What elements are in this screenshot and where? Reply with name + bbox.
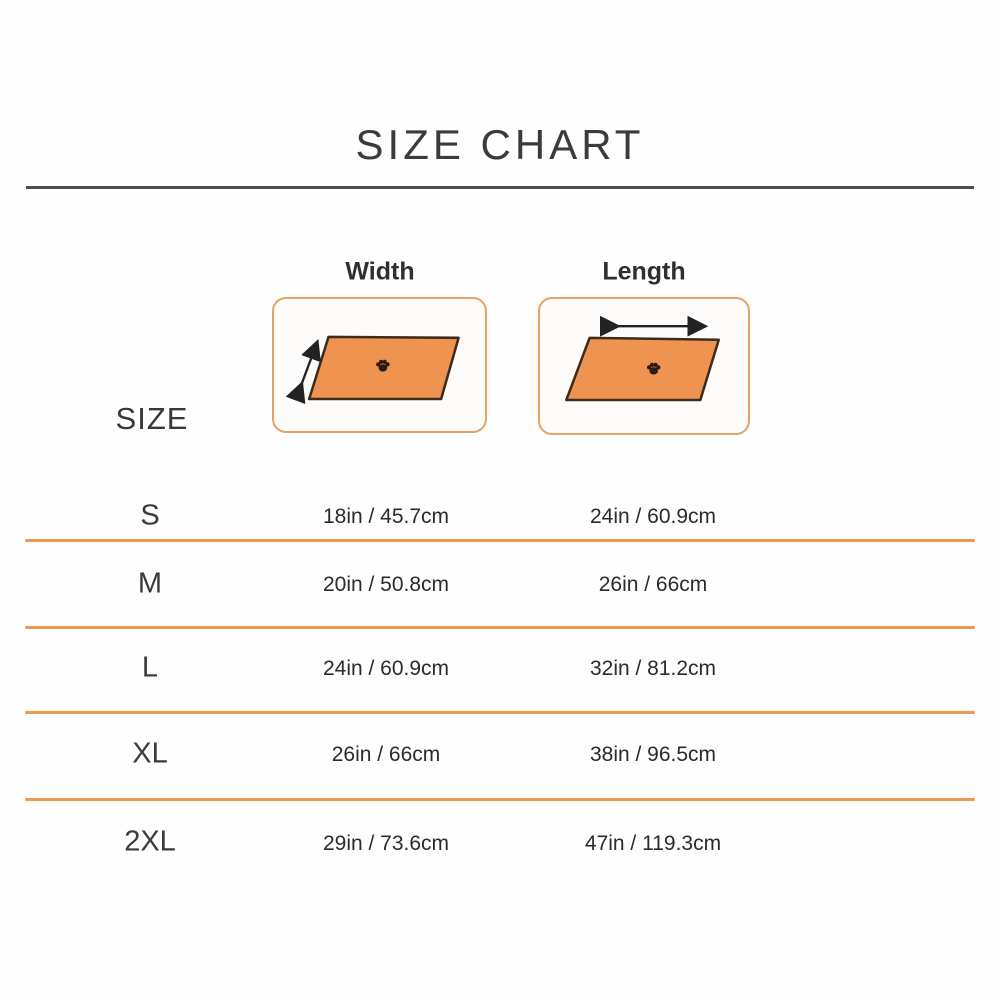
row-separator <box>25 711 975 714</box>
title-divider <box>26 186 974 189</box>
column-header-length: Length <box>602 257 686 286</box>
length-illustration-graphic <box>540 299 748 433</box>
mat-shape <box>566 338 718 400</box>
page-title: SIZE CHART <box>355 121 645 168</box>
width-illustration <box>272 297 487 433</box>
length-value: 32in / 81.2cm <box>589 657 717 680</box>
length-illustration <box>538 297 750 435</box>
size-label: L <box>141 651 159 684</box>
width-value: 18in / 45.7cm <box>322 505 450 528</box>
length-value: 47in / 119.3cm <box>584 832 722 855</box>
width-value: 29in / 73.6cm <box>322 832 450 855</box>
size-label: S <box>140 499 160 532</box>
width-value: 24in / 60.9cm <box>322 657 450 680</box>
size-label: XL <box>132 737 168 770</box>
row-separator <box>25 798 975 801</box>
width-value: 20in / 50.8cm <box>322 573 450 596</box>
size-label: M <box>137 567 163 600</box>
width-illustration-graphic <box>274 299 485 431</box>
length-value: 24in / 60.9cm <box>589 505 717 528</box>
column-header-width: Width <box>345 257 415 286</box>
length-value: 26in / 66cm <box>598 573 708 596</box>
size-column-heading: SIZE <box>115 401 189 436</box>
size-label: 2XL <box>124 825 176 858</box>
width-value: 26in / 66cm <box>331 743 441 766</box>
length-value: 38in / 96.5cm <box>589 743 717 766</box>
row-separator <box>25 539 975 542</box>
row-separator <box>25 626 975 629</box>
